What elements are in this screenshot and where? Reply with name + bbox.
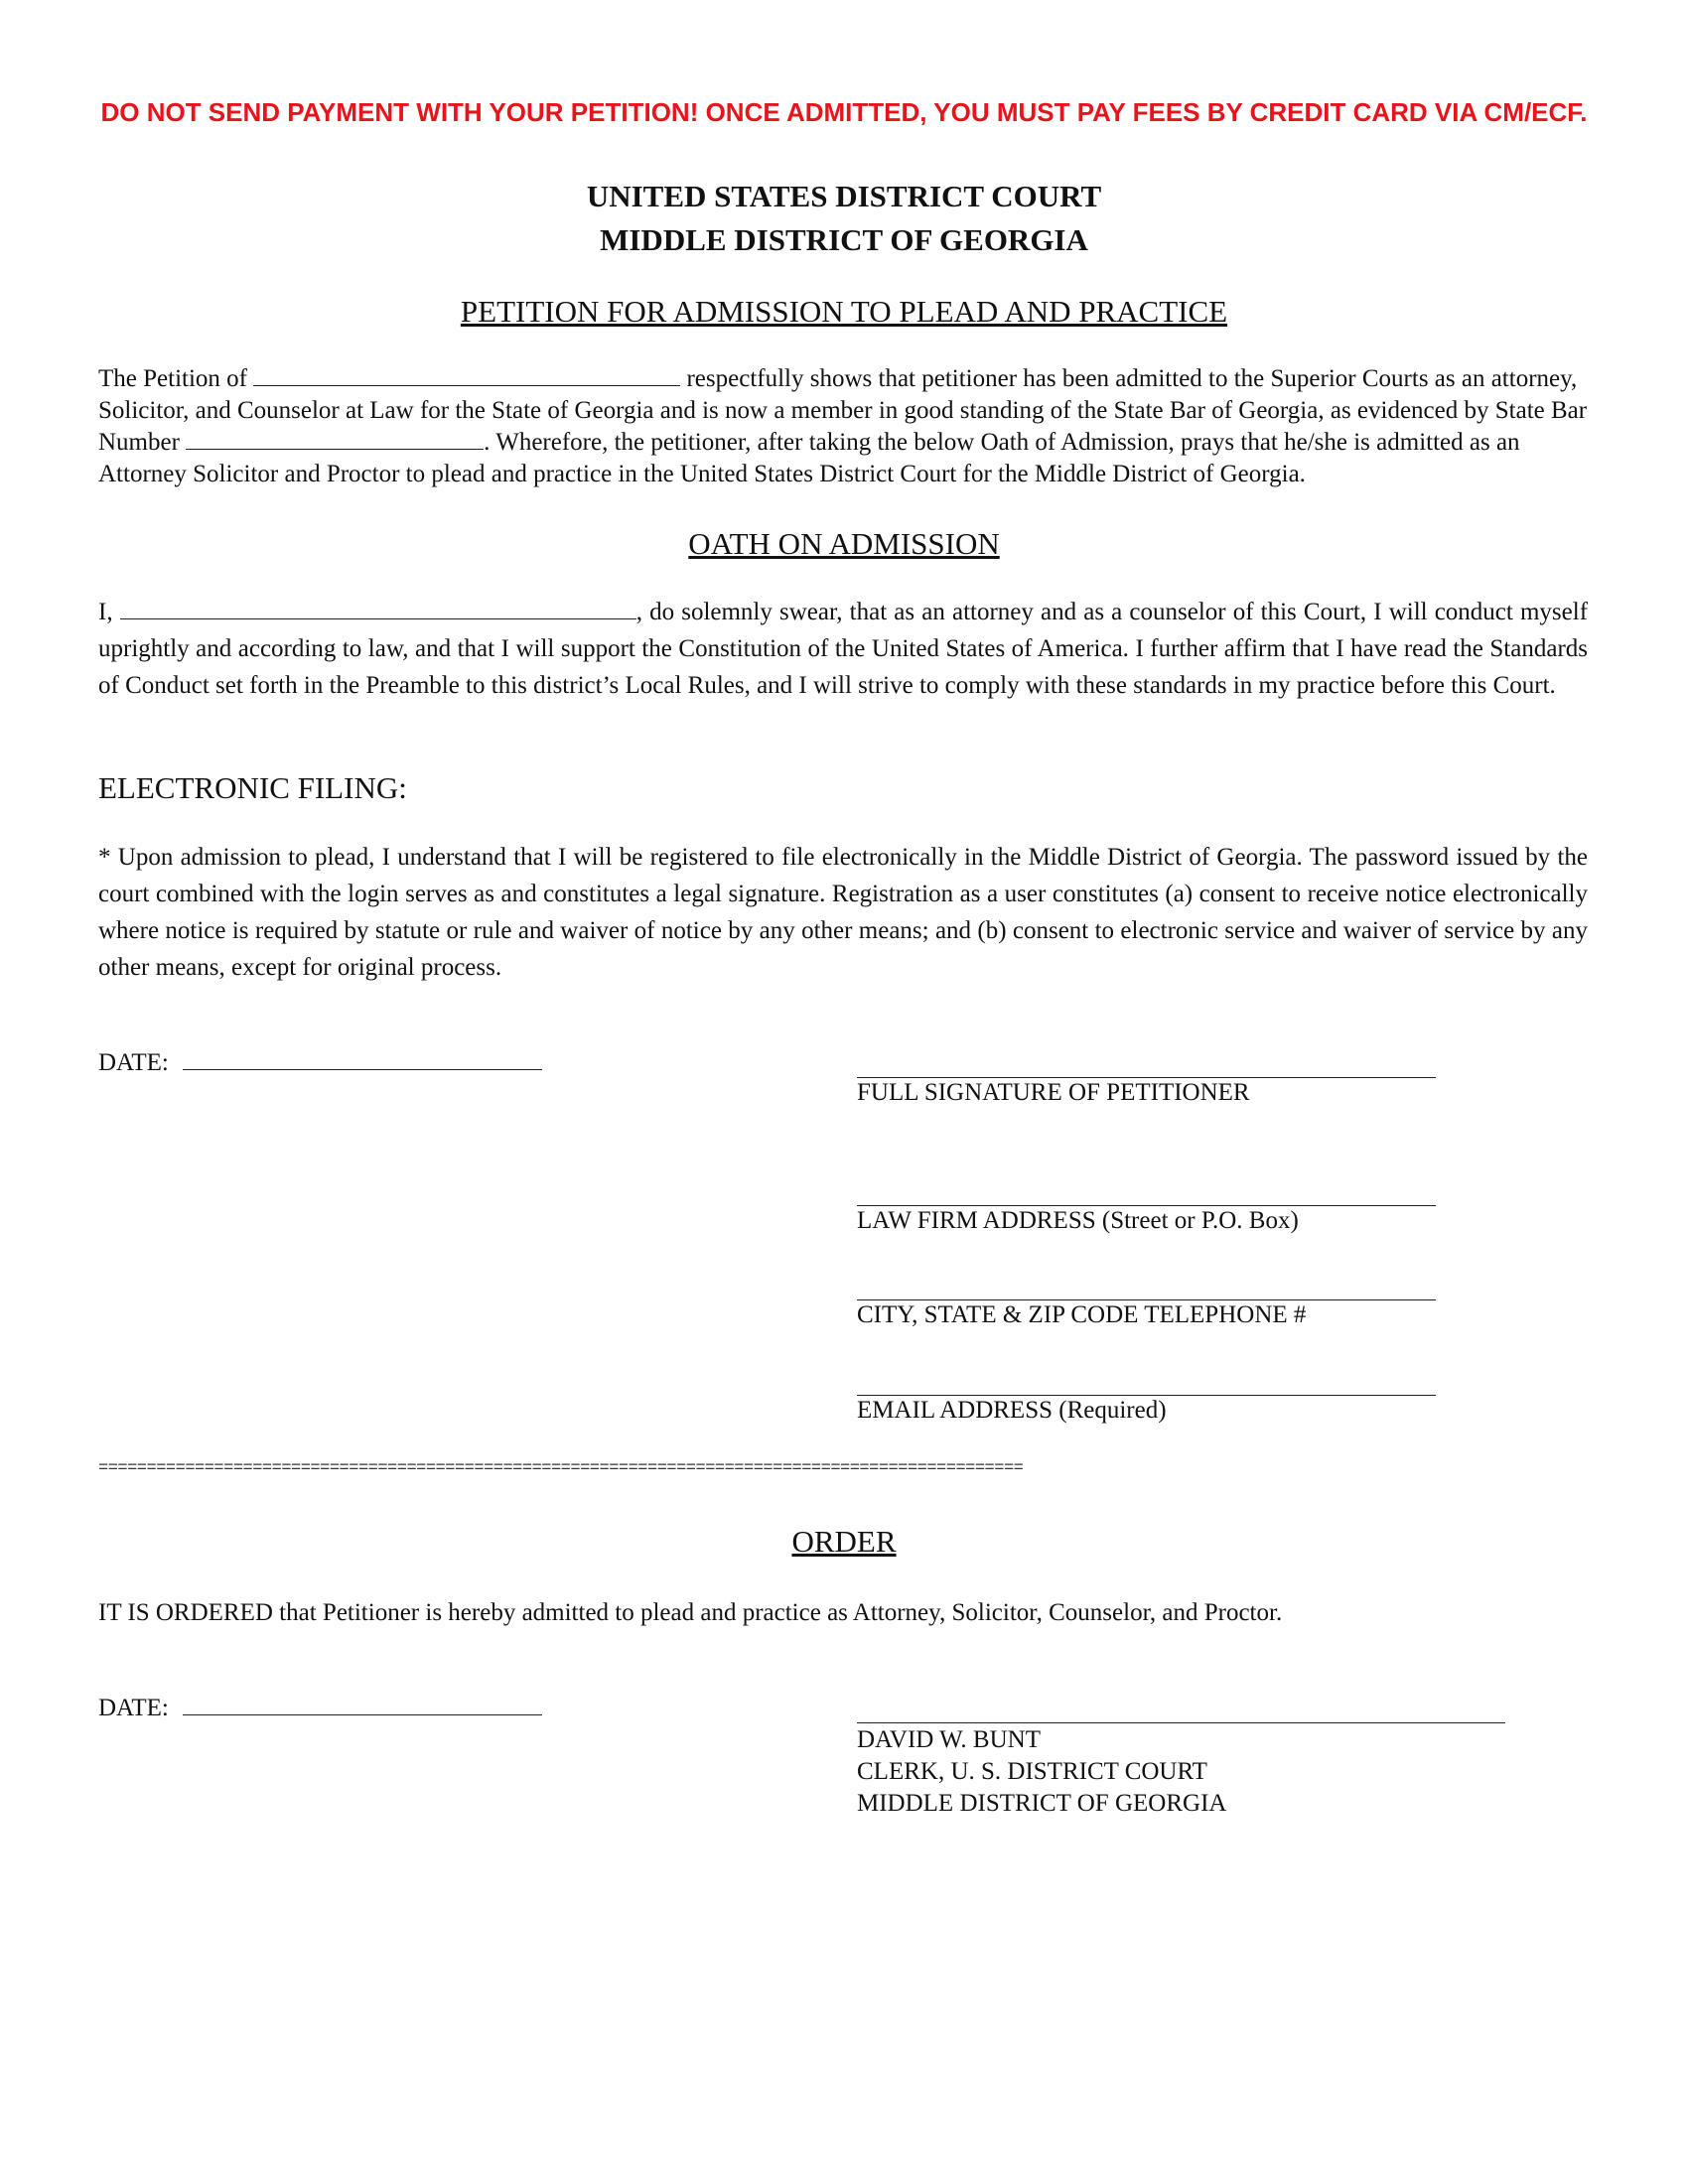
order-date-field[interactable] [183,1693,542,1715]
clerk-district: MIDDLE DISTRICT OF GEORGIA [857,1790,1227,1817]
signature-caption: FULL SIGNATURE OF PETITIONER [857,1079,1250,1106]
section-separator: ================================================================================================ [98,1459,1024,1478]
electronic-filing-title: ELECTRONIC FILING: [98,770,407,805]
signature-line[interactable] [857,1077,1436,1078]
order-date-label: DATE: [98,1695,169,1721]
order-text: IT IS ORDERED that Petitioner is hereby admitted to plead and practice as Attorney, Solicitor, Counselor, and Proctor. [98,1599,1283,1626]
order-title-text: ORDER [791,1524,897,1559]
oath-title-text: OATH ON ADMISSION [688,526,1000,561]
petition-title-text: PETITION FOR ADMISSION TO PLEAD AND PRACTICE [460,294,1228,329]
oath-paragraph [98,594,1588,704]
oath-title [0,526,1688,562]
order-date-row [98,1693,542,1722]
court-district: MIDDLE DISTRICT OF GEORGIA [600,222,1088,257]
order-title [0,1524,1688,1560]
oath-text: , do solemnly swear, that as an attorney and as a counselor of this Court, I will conduct myself uprightly and according to law, and that I will support the Constitution of the United States of America. I further affirm that I have read the Standards of Conduct set forth in the Preamble to this district’s Local Rules, and I will strive to comply with these standards in my practice before this Court. [98,599,1589,699]
petition-date-row [98,1047,542,1077]
petition-date-field[interactable] [183,1047,542,1070]
petition-text-3: . Wherefore, the petitioner, after taking the below Oath of Admission, prays that he/she is admitted as an Attorney Solicitor and Proctor to plead and practice in the United States District Court for the Middle District of Georgia. [98,429,1520,487]
petition-title [0,294,1688,330]
payment-warning: DO NOT SEND PAYMENT WITH YOUR PETITION! ONCE ADMITTED, YOU MUST PAY FEES BY CREDIT CARD VIA CM/ECF. [100,97,1588,127]
clerk-block [857,1724,1226,1820]
petition-paragraph [98,363,1588,490]
petitioner-name-field[interactable] [253,363,680,386]
clerk-title: CLERK, U. S. DISTRICT COURT [857,1758,1207,1785]
address-caption: LAW FIRM ADDRESS (Street or P.O. Box) [857,1207,1299,1234]
oath-prefix: I, [98,599,113,625]
court-name: UNITED STATES DISTRICT COURT [586,179,1102,213]
email-caption: EMAIL ADDRESS (Required) [857,1397,1167,1424]
petition-text-1: The Petition of [98,365,247,392]
state-bar-number-field[interactable] [186,427,484,450]
clerk-name: DAVID W. BUNT [857,1726,1041,1753]
electronic-filing-paragraph: * Upon admission to plead, I understand that I will be registered to file electronically in the Middle District of Georgia. The password issued by the court combined with the login serves as and constitutes a legal signature. Registration as a user constitutes (a) consent to receive notice electronically where notice is required by statute or rule and waiver of notice by any other means; and (b) consent to electronic service and waiver of service by any other means, except for original process. [98,844,1588,981]
petition-date-label: DATE: [98,1049,169,1076]
city-line[interactable] [857,1299,1436,1300]
city-caption: CITY, STATE & ZIP CODE TELEPHONE # [857,1301,1307,1328]
email-line[interactable] [857,1395,1436,1396]
petition-text-2: respectfully shows that petitioner has been admitted to the Superior Courts as an attorney, Solicitor, and Counselor at Law for the State of Georgia and is now a member in good standing of the State Bar of Georgia, as evidenced by State Bar Number [98,365,1588,456]
clerk-signature-line[interactable] [857,1722,1505,1723]
oath-name-field[interactable] [120,597,636,619]
address-line[interactable] [857,1205,1436,1206]
